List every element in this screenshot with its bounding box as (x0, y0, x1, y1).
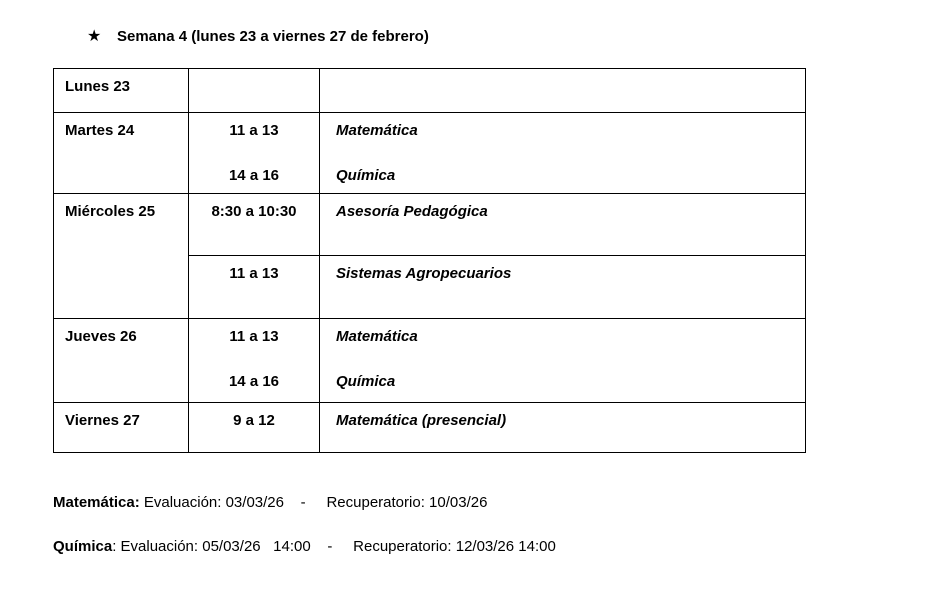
note-quimica (53, 538, 556, 555)
time-slot: 14 a 16 (228, 167, 280, 184)
note-label: Química (53, 538, 113, 555)
day-cell (54, 403, 189, 453)
section-heading-text: Semana 4 (lunes 23 a viernes 27 de febrero) (117, 28, 429, 45)
day-cell (54, 69, 189, 113)
time-cell (189, 113, 320, 194)
time-cell (189, 69, 320, 113)
day-cell (54, 319, 189, 403)
day-label: Viernes 27 (65, 412, 140, 429)
day-label: Lunes 23 (65, 78, 131, 95)
table-row (54, 69, 806, 113)
subject-name: Sistemas Agropecuarios (336, 265, 512, 282)
note-text: Evaluación: 03/03/26 - Recuperatorio: 10/03/26 (139, 494, 488, 511)
subject-cell (320, 256, 806, 319)
subject-name: Matemática (336, 328, 418, 345)
day-cell (54, 113, 189, 194)
subject-name: Química (336, 167, 396, 184)
subject-cell (320, 403, 806, 453)
time-slot: 11 a 13 (229, 265, 279, 282)
table-row (54, 319, 806, 403)
day-label: Jueves 26 (65, 328, 137, 345)
subject-cell (320, 319, 806, 403)
subject-name: Asesoría Pedagógica (336, 203, 488, 220)
time-cell (189, 256, 320, 319)
note-text: : Evaluación: 05/03/26 14:00 - Recuperatorio: 12/03/26 14:00 (112, 538, 556, 555)
time-slot: 11 a 13 (229, 328, 279, 345)
subject-name: Química (336, 373, 396, 390)
time-slot: 11 a 13 (229, 122, 279, 139)
day-cell (54, 194, 189, 319)
subject-name: Matemática (presencial) (336, 412, 507, 429)
time-cell (189, 403, 320, 453)
table-row (54, 403, 806, 453)
star-bullet-icon: ★ (87, 28, 102, 45)
subject-cell (320, 194, 806, 256)
time-cell (189, 319, 320, 403)
table-row (54, 194, 806, 256)
time-slot: 8:30 a 10:30 (211, 203, 297, 220)
subject-name: Matemática (336, 122, 418, 139)
time-slot: 14 a 16 (228, 373, 280, 390)
day-label: Martes 24 (65, 122, 135, 139)
subject-cell (320, 113, 806, 194)
time-slot: 9 a 12 (233, 412, 275, 429)
schedule-table (53, 68, 806, 453)
note-label: Matemática: (53, 494, 140, 511)
day-label: Miércoles 25 (65, 203, 156, 220)
note-matematica (53, 494, 487, 511)
section-heading (87, 26, 429, 46)
time-cell (189, 194, 320, 256)
table-row (54, 113, 806, 194)
subject-cell (320, 69, 806, 113)
